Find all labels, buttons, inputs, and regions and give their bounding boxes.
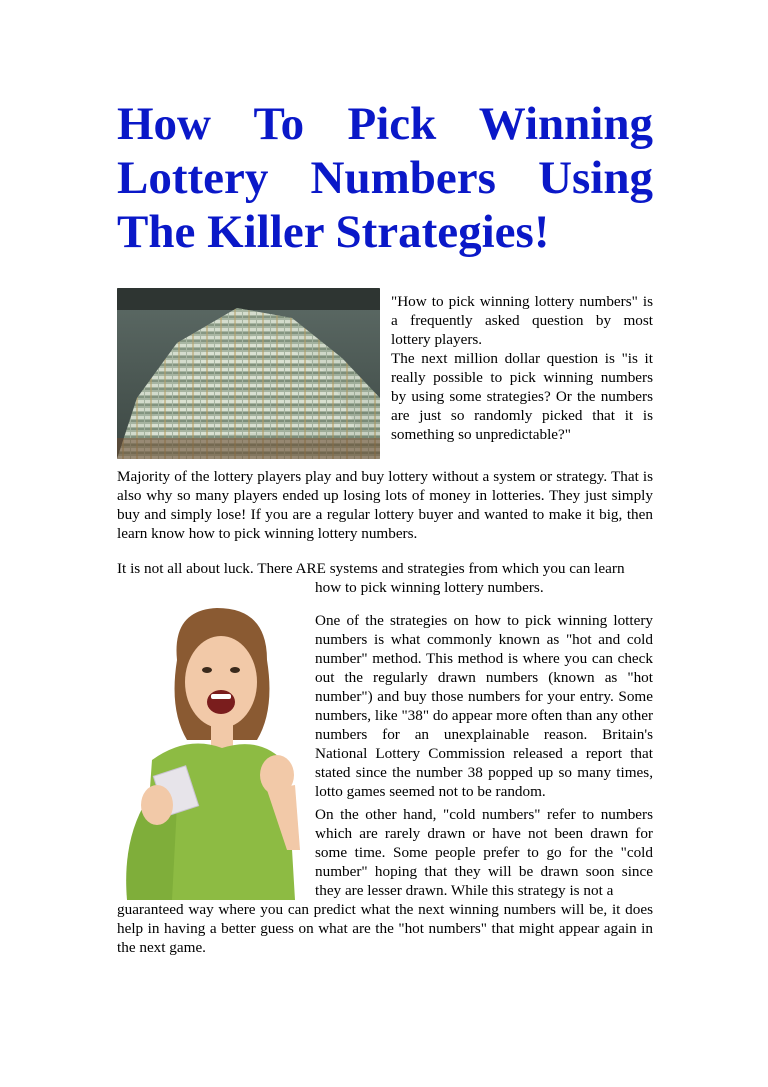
luck-paragraph-line1: It is not all about luck. There ARE systems and strategies from which you can learn — [117, 560, 625, 577]
excited-woman-photo — [117, 600, 302, 900]
million-dollar-question-paragraph: The next million dollar question is "is it really possible to pick winning numbers by using some strategies? Or the numbers are just so randomly picked that it is something so unpredictable?" — [391, 350, 653, 443]
cold-numbers-paragraph-continued: guaranteed way where you can predict what the next winning numbers will be, it does help in having a better guess on what are the "hot numbers" that might appear again in the next game. — [117, 901, 653, 956]
intro-quote-paragraph: "How to pick winning lottery numbers" is a frequently asked question by most lottery players. — [391, 293, 653, 348]
hot-numbers-paragraph: One of the strategies on how to pick winning lottery numbers is what commonly known as "hot and cold number" method. This method is where you can check out the regularly drawn numbers (known as "hot number") and buy those numbers for your entry. Some numbers, like "38" do appear more often than any other numbers for an unexplainable reason. Britain's National Lottery Commission released a report that stated since the number 38 popped up so many times, lotto games seemed not to be random. — [315, 612, 653, 800]
article-title: How To Pick Winning Lottery Numbers Using The Killer Strategies! — [117, 98, 653, 258]
majority-players-paragraph: Majority of the lottery players play and buy lottery without a system or strategy. That is also why so many players ended up losing lots of money in lotteries. They just simply buy and simply lose! If you are a regular lottery buyer and wanted to make it big, then learn know how to pick winning lottery numbers. — [117, 468, 653, 542]
money-pile-photo — [117, 288, 380, 459]
luck-paragraph-line2: how to pick winning lottery numbers. — [315, 579, 544, 596]
cold-numbers-paragraph: On the other hand, "cold numbers" refer to numbers which are rarely drawn or have not been drawn for some time. Some people prefer to go for the "cold number" hoping that they will be drawn soon since they are lesser drawn. While this strategy is not a — [315, 806, 653, 899]
